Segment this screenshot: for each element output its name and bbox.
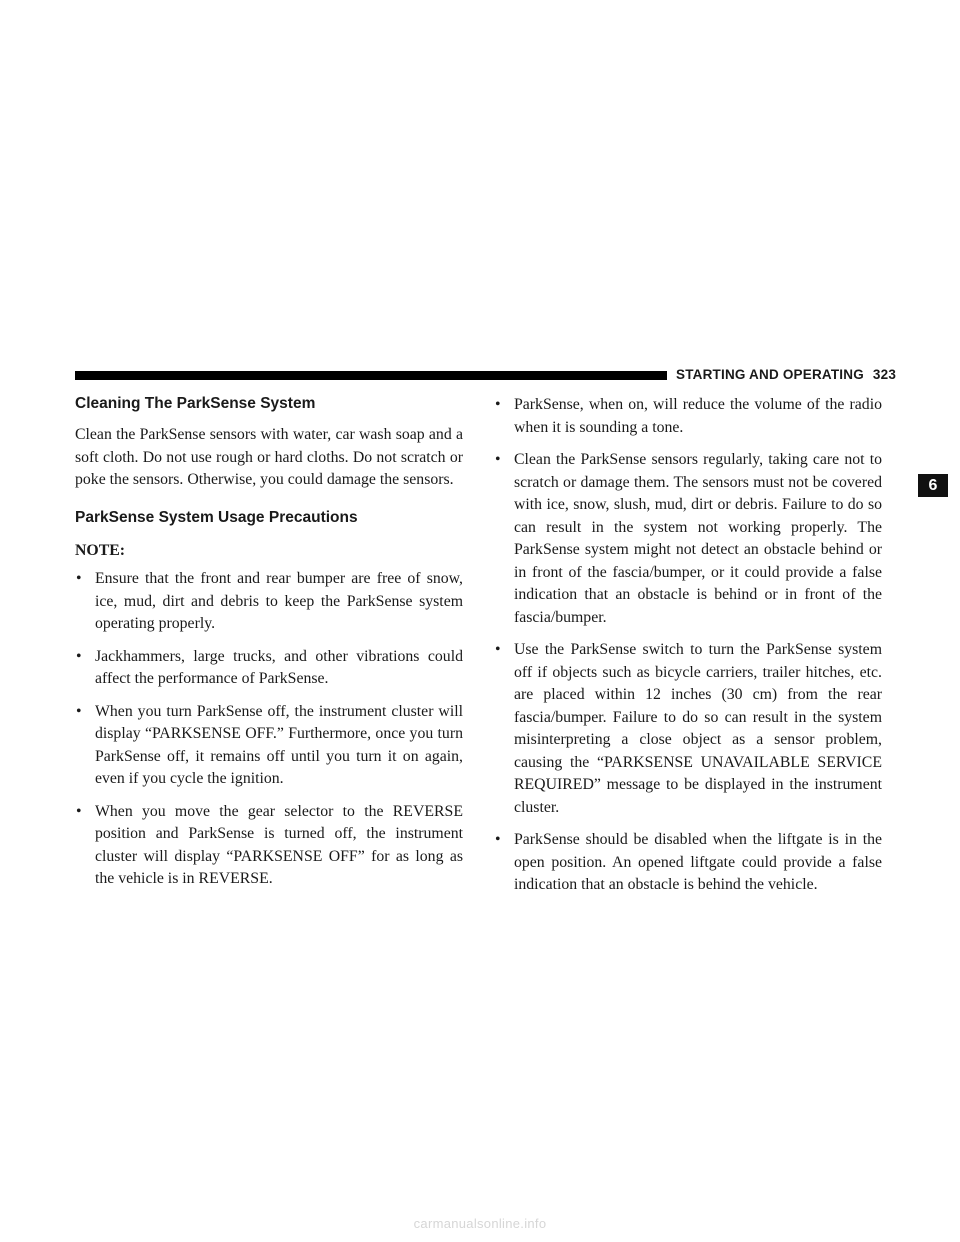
list-item-text: ParkSense, when on, will reduce the volume of the radio when it is sounding a tone. <box>514 396 882 436</box>
precautions-list <box>75 568 463 891</box>
bullet-icon: • <box>495 831 501 848</box>
list-item-text: Clean the ParkSense sensors regularly, taking care not to scratch or damage them. The sensors must not be covered with ice, snow, slush, mud, dirt or debris. Failure to do so can result in the system not working properly. The ParkSense system might not detect an obstacle behind or in front of the fascia/bumper, or it could provide a false indication that an obstacle is behind or in front of the fascia/bumper. <box>514 451 882 626</box>
heading-cleaning: Cleaning The ParkSense System <box>75 395 316 412</box>
heading-precautions: ParkSense System Usage Precautions <box>75 508 358 526</box>
right-column <box>494 394 882 907</box>
header-rule <box>75 371 667 380</box>
list-item-text: Ensure that the front and rear bumper are free of snow, ice, mud, dirt and debris to keep the ParkSense system operating properly. <box>95 570 463 632</box>
page-number: 323 <box>872 367 897 382</box>
list-item <box>494 639 882 819</box>
list-item <box>494 449 882 629</box>
list-item-text: ParkSense should be disabled when the liftgate is in the open position. An opened liftgate could provide a false indication that an obstacle is behind the vehicle. <box>514 831 882 893</box>
list-item <box>75 646 463 691</box>
chapter-tab: 6 <box>918 474 948 497</box>
list-item <box>494 829 882 897</box>
bullet-icon: • <box>495 641 501 658</box>
bullet-icon: • <box>495 451 501 468</box>
note-label: NOTE: <box>75 541 126 559</box>
list-item-text: Jackhammers, large trucks, and other vibrations could affect the performance of ParkSense. <box>95 647 463 687</box>
bullet-icon: • <box>76 702 82 720</box>
list-item <box>75 701 463 791</box>
bullet-icon: • <box>76 570 82 587</box>
paragraph-cleaning: Clean the ParkSense sensors with water, car wash soap and a soft cloth. Do not use rough or hard cloths. Do not scratch or poke the sensors. Otherwise, you could damage the sensors. <box>75 426 463 488</box>
bullet-icon: • <box>76 802 82 820</box>
bullet-icon: • <box>495 396 501 413</box>
list-item-text: When you move the gear selector to the REVERSE position and ParkSense is turned off, the instrument cluster will display “PARKSENSE OFF” for as long as the vehicle is in REVERSE. <box>95 802 463 887</box>
footer-watermark: carmanualsonline.info <box>413 1216 547 1231</box>
left-column <box>75 394 463 901</box>
list-item <box>494 394 882 439</box>
list-item <box>75 801 463 891</box>
precautions-list-continued <box>494 394 882 897</box>
list-item-text: Use the ParkSense switch to turn the ParkSense system off if objects such as bicycle carriers, trailer hitches, etc. are placed within 12 inches (30 cm) from the rear fascia/bumper. Failure to do so can result in the system misinterpreting a close object as a sensor problem, causing the “PARKSENSE UNAVAILABLE SERVICE REQUIRED” message to be displayed in the instrument cluster. <box>514 641 882 816</box>
section-title: STARTING AND OPERATING <box>676 367 864 382</box>
running-header <box>676 367 896 382</box>
list-item <box>75 568 463 636</box>
list-item-text: When you turn ParkSense off, the instrument cluster will display “PARKSENSE OFF.” Furthermore, once you turn ParkSense off, it remains off until you turn it on again, even if you cycle the ignition. <box>95 702 463 787</box>
bullet-icon: • <box>76 647 82 665</box>
